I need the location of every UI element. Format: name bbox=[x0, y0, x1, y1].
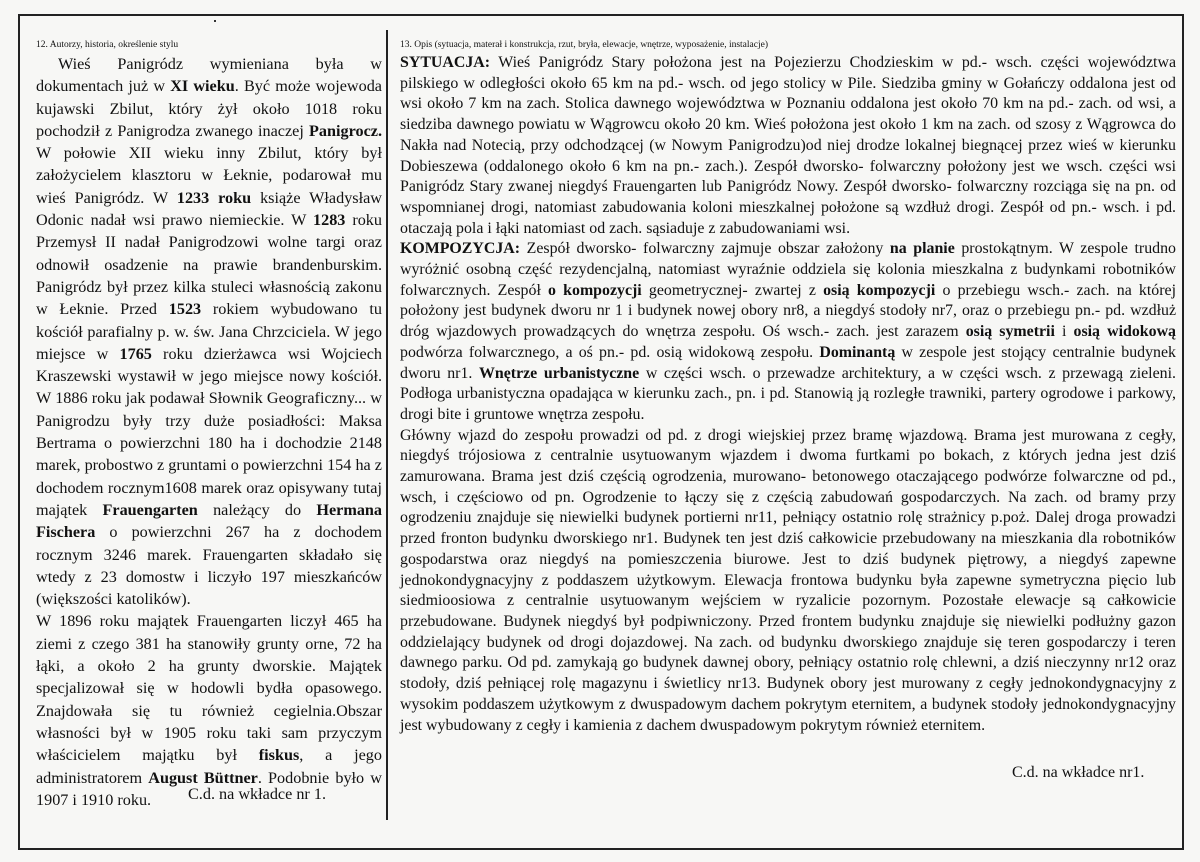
section-label-kompozycja: KOMPOZYCJA: bbox=[400, 240, 521, 258]
column-divider bbox=[386, 30, 388, 820]
description-text-column bbox=[400, 53, 1176, 736]
text-run-bold: fiskus bbox=[258, 746, 300, 765]
text-run-bold: Frauengarten bbox=[102, 500, 198, 519]
composition-paragraph bbox=[400, 239, 1176, 425]
text-run-bold: 1233 roku bbox=[176, 188, 252, 207]
text-run: Wieś Panigródz wymieniana była w dokumentach już w bbox=[36, 55, 382, 96]
text-run: o przebiegu wsch.- zach. na której położony jest budynek dworu nr 1 i budynek nowej obory nr8, a niegdyś stodoły nr7, oraz o przebiegu pn.- pd. wzdłuż dróg wjazdowych prowadzących do wnętrza zespołu. Oś wsch.- zach. jest zarazem bbox=[400, 281, 1176, 341]
text-run: roku Przemysł II nadał Panigrodzowi wolne targi oraz odnowił osadzenie na prawie brandenburskim. Panigródz był przez kilka stuleci własnością zakonu w Łeknie. Przed bbox=[36, 211, 382, 319]
text-run-bold: Panigrocz. bbox=[309, 121, 382, 140]
text-run-bold: o kompozycji bbox=[548, 281, 642, 299]
description-paragraph: Główny wjazd do zespołu prowadzi od pd. z drogi wiejskiej przez bramę wjazdową. Brama jest murowana z cegły, niegdyś trójosiowa z centralnie usytuowanym wjazdem i dwoma furtkami po bokach, z których jedna jest dziś zamurowana. Brama jest dziś częścią ogrodzenia, murowano- betonowego otaczającego podwórze folwarczne od pd., wsch, i częściowo od pn. Ogrodzenie to łączy się z częścią zabudowań gospodarczych. Na zach. od bramy przy ogrodzeniu znajduje się niewielki budynek portierni nr11, pełniący ostatnio rolę strażnicy p.poż. Dalej droga prowadzi przed fronton budynku dworskiego nr1. Budynek ten jest dziś całkowicie przebudowany na mieszkania dla robotników gospodarstwa oraz niegdyś na pomieszczenia biurowe. Jest to dziś budynek piętrowy, a niegdyś zapewne jednokondygnacyjny z poddaszem użytkowym. Elewacja frontowa budynku była zapewne symetryczna pięcio lub siedmioosiowa z centralnie usytuowanym wejściem w ryzalicie pozornym. Pozostałe elewacje są całkowicie przebudowane. Budynek niegdyś był podpiwniczony. Przed frontem budynku znajduje się niewielki podłużny gazon oddzielający budynek od drogi dojazdowej. Na zach. od budynku dworskiego znajduje się teren gospodarczy i teren dawnego parku. Od pd. zamykają go budynek dawnej obory, pełniący ostatnio rolę chlewni, a dziś nieczynny nr12 oraz stodoły, dziś pełniącej rolę magazynu i świetlicy nr13. Budynek obory jest murowany z cegły jednokondygnacyjny z wysokim poddaszem użytkowym z dwuspadowym dachem pokrytym eternitem, a budynek stodoły jednokondygnacyjny jest wybudowany z cegły i kamienia z dachem dwuspadowym pokrytym również eternitem. bbox=[400, 426, 1176, 734]
text-run-bold: Dominantą bbox=[819, 343, 896, 361]
left-column-header: 12. Autorzy, historia, określenie stylu bbox=[36, 40, 179, 50]
text-run: roku dzierżawca wsi Wojciech Kraszewski wystawił w jego miejsce nowy kościół. W 1886 roku jak podawał Słownik Geograficzny... w Panigrodzu były trzy duże posiadłości: Maksa Bertrama o powierzchni 180 ha i dochodzie 2148 marek, probostwo z gruntami o powierzchni 154 ha z dochodem rocznym1608 marek oraz opisywany tutaj majątek bbox=[36, 344, 382, 519]
text-run: prostokątnym. W zespole trudno wyróżnić osobną część rezydencjalną, natomiast wyraźnie oddziela się kolonia mieszkalna z budynkami robotników folwarcznych. Zespół bbox=[400, 240, 1176, 299]
text-run: w zespole jest stojący centralnie budynek dworu nr1. bbox=[400, 343, 1176, 382]
text-run: . Podobnie było w 1907 i 1910 roku. bbox=[36, 768, 382, 809]
text-run: geometrycznej- zwartej z bbox=[641, 281, 824, 299]
text-run: w części wsch. o przewadze architektury, a w części wsch. z przewagą zieleni. Podłoga urbanistyczna opadająca w kierunku zach., pn. i pd. Stanowią ją rozległe trawniki, partery ogrodowe i parkowy, drogi bite i gruntowe wnętrza zespołu. bbox=[400, 364, 1176, 423]
text-run: W połowie XII wieku inny Zbilut, który był założycielem klasztoru w Łeknie, podarował mu wieś Panigródz. W bbox=[36, 144, 382, 207]
text-run: należący do bbox=[197, 500, 317, 519]
text-run-bold: 1283 bbox=[313, 211, 346, 230]
text-run-bold: Wnętrze urbanistyczne bbox=[479, 364, 640, 382]
text-run-bold: osią kompozycji bbox=[823, 281, 936, 299]
text-run: i bbox=[1054, 323, 1074, 341]
text-run-bold: August Büttner bbox=[148, 768, 258, 787]
text-run-bold: 1765 bbox=[119, 344, 152, 363]
right-continuation-note: C.d. na wkładce nr1. bbox=[1012, 764, 1145, 781]
text-run: rokiem wybudowano tu kościół parafialny p. w. św. Jana Chrzciciela. W jego miejsce w bbox=[36, 300, 382, 363]
text-run-bold: na planie bbox=[889, 240, 955, 258]
text-run: Wieś Panigródz Stary położona jest na Pojezierzu Chodzieskim w pd.- wsch. części województwa pilskiego w odległości około 65 km na pd.- wsch. od jego stolicy w Pile. Siedziba gminy w Gołańczy oddalona jest od wsi około 7 km na zach. Stolica dawnego województwa w Poznaniu oddalona jest około 70 km na pd.- zach. od wsi, a siedziba dawnego powiatu w Wągrowcu około 20 km. Wieś położona jest około 1 km na zach. od szosy z Wągrowca do Nakła nad Notecią, przy odchodzącej (w Nowym Panigrodzu)od niej drodze lokalnej biegnącej przez wieś w kierunku Dobieszewa (oddalonego około 6 km na pn.- zach.). Zespół dworsko- folwarczny położony jest we wsch. części wsi Panigródz Stary zwanej niegdyś Frauengarten lub Panigródz Nowy. Zespół dworsko- folwarczny rozciąga się na pn. od wspomnianej drogi, natomiast zabudowania koloni mieszkalnej położone są wzdłuż drogi. Zespół od pn.- wsch. i pd. otaczają pola i łąki natomiast od zach. sąsiaduje z zabudowaniami wsi. bbox=[400, 54, 1176, 237]
text-run: podwórza folwarcznego, a oś pn.- pd. osią widokową zespołu. bbox=[400, 343, 820, 361]
situation-paragraph bbox=[400, 53, 1176, 239]
text-run-bold: osią symetrii bbox=[965, 323, 1055, 341]
text-run: Zespół dworsko- folwarczny zajmuje obszar założony bbox=[520, 240, 890, 258]
text-run: , a jego administratorem bbox=[36, 746, 382, 787]
text-run-bold: XI wieku bbox=[170, 77, 235, 96]
text-run: W 1896 roku majątek Frauengarten liczył 465 ha ziemi z czego 381 ha stanowiły grunty orne, 72 ha łąki, a około 2 ha grunty dworskie. Majątek specjalizował się w hodowli bydła opasowego. Znajdowała się tu również cegielnia.Obszar własności był w 1905 roku taki sam przyczym właścicielem majątku był bbox=[36, 612, 382, 765]
section-label-sytuacja: SYTUACJA: bbox=[400, 54, 491, 71]
history-text-column bbox=[36, 53, 382, 811]
scan-speck bbox=[214, 20, 216, 22]
text-run-bold: 1523 bbox=[168, 300, 202, 319]
left-continuation-note: C.d. na wkładce nr 1. bbox=[188, 785, 327, 803]
text-run-bold: osią widokową bbox=[1073, 323, 1176, 341]
text-run: książe Władysław Odonic nadał wsi prawo niemieckie. W bbox=[36, 188, 382, 230]
history-paragraph bbox=[36, 610, 382, 811]
history-paragraph bbox=[36, 53, 382, 610]
text-run-bold: Hermana Fischera bbox=[36, 500, 383, 542]
text-run: . Być może wojewoda kujawski Zbilut, który żył około 1018 roku pochodził z Panigrodza zwanego inaczej bbox=[36, 77, 382, 140]
text-run: o powierzchni 267 ha z dochodem rocznym 3246 marek. Frauengarten składało się wtedy z 23 domostw i liczyło 197 mieszkańców (większości katolików). bbox=[36, 523, 382, 609]
right-column-header: 13. Opis (sytuacja, materał i konstrukcja, rzut, bryła, elewacje, wnętrze, wyposażenie, instalacje) bbox=[400, 40, 768, 50]
